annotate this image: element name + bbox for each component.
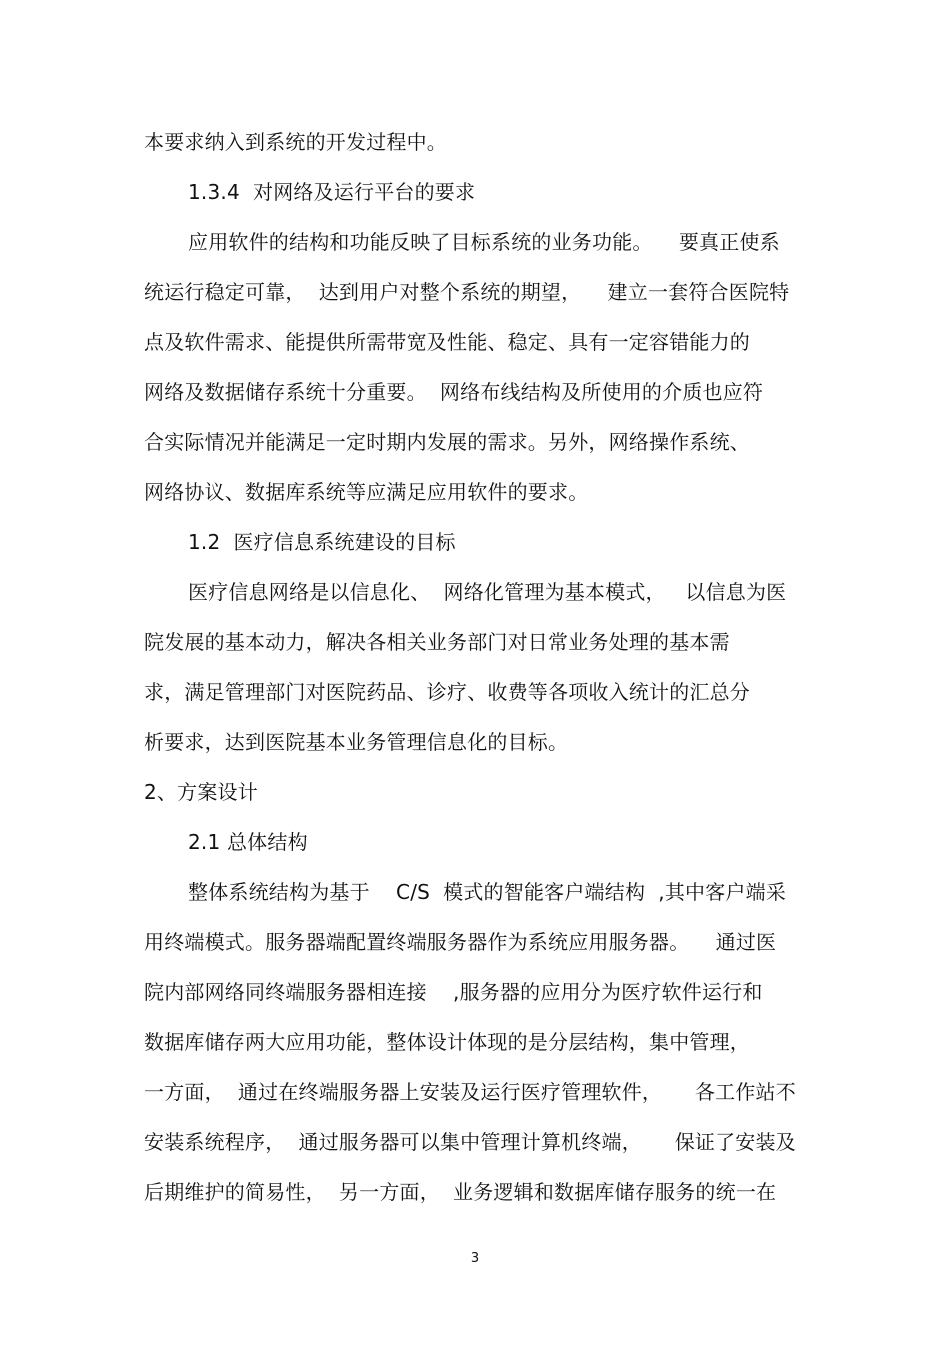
text-line: 点及软件需求、能提供所需带宽及性能、稳定、具有一定容错能力的 bbox=[144, 330, 750, 354]
section-heading-2: 2、方案设计 bbox=[144, 780, 258, 804]
section-heading-2-1: 2.1 总体结构 bbox=[188, 830, 308, 854]
text-line: 析要求，达到医院基本业务管理信息化的目标。 bbox=[144, 730, 569, 754]
text-line: 本要求纳入到系统的开发过程中。 bbox=[144, 130, 447, 154]
text-line: 整体系统结构为基于 C/S 模式的智能客户端结构 ,其中客户端采 bbox=[188, 880, 787, 904]
text-line: 院内部网络同终端服务器相连接 ,服务器的应用分为医疗软件运行和 bbox=[144, 980, 763, 1004]
text-line: 数据库储存两大应用功能，整体设计体现的是分层结构，集中管理， bbox=[144, 1030, 750, 1054]
section-heading-1-2: 1.2 医疗信息系统建设的目标 bbox=[188, 530, 456, 554]
text-line: 后期维护的简易性， 另一方面， 业务逻辑和数据库储存服务的统一在 bbox=[144, 1180, 777, 1204]
text-line: 统运行稳定可靠， 达到用户对整个系统的期望， 建立一套符合医院特 bbox=[144, 280, 790, 304]
text-line: 合实际情况并能满足一定时期内发展的需求。另外，网络操作系统、 bbox=[144, 430, 750, 454]
text-line: 医疗信息网络是以信息化、 网络化管理为基本模式， 以信息为医 bbox=[188, 580, 787, 604]
text-line: 求，满足管理部门对医院药品、诊疗、收费等各项收入统计的汇总分 bbox=[144, 680, 750, 704]
text-line: 网络协议、数据库系统等应满足应用软件的要求。 bbox=[144, 480, 589, 504]
text-line: 院发展的基本动力，解决各相关业务部门对日常业务处理的基本需 bbox=[144, 630, 730, 654]
text-line: 用终端模式。服务器端配置终端服务器作为系统应用服务器。 通过医 bbox=[144, 930, 777, 954]
text-line: 应用软件的结构和功能反映了目标系统的业务功能。 要真正使系 bbox=[188, 230, 780, 254]
section-heading-1-3-4: 1.3.4 对网络及运行平台的要求 bbox=[188, 180, 476, 204]
page-number: 3 bbox=[470, 1251, 480, 1266]
text-line: 一方面， 通过在终端服务器上安装及运行医疗管理软件， 各工作站不 bbox=[144, 1080, 796, 1104]
text-line: 网络及数据储存系统十分重要。 网络布线结构及所使用的介质也应符 bbox=[144, 380, 764, 404]
text-line: 安装系统程序， 通过服务器可以集中管理计算机终端， 保证了安装及 bbox=[144, 1130, 796, 1154]
